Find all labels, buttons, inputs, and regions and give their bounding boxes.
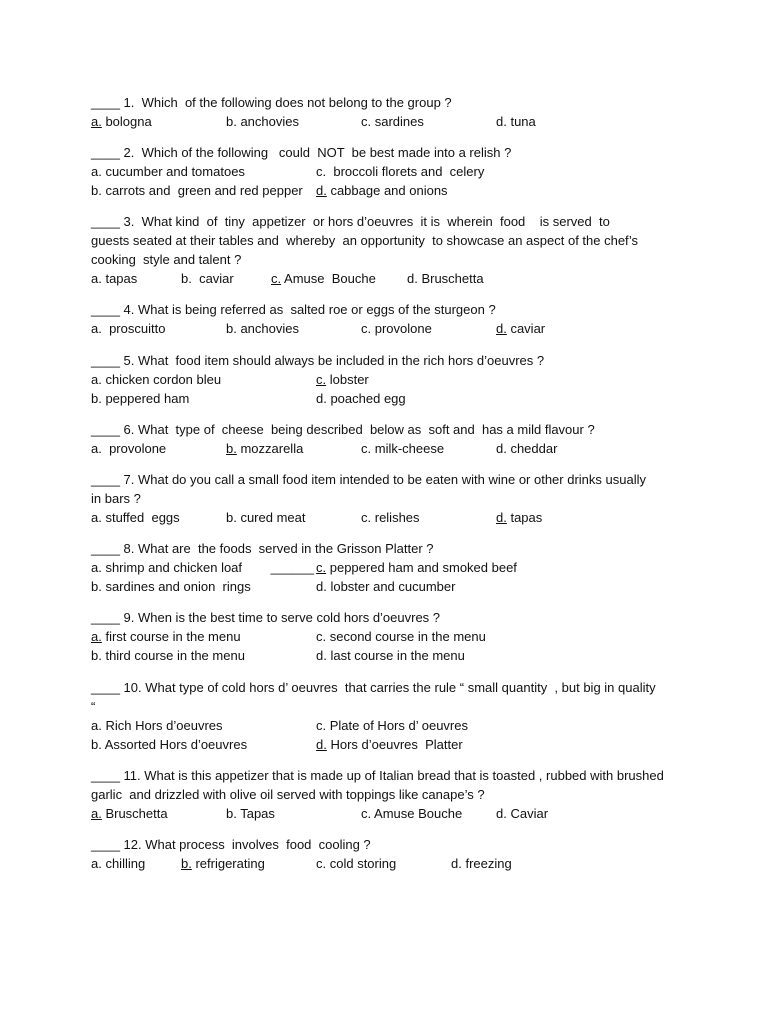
options-row [91, 181, 691, 200]
answer-option[interactable] [181, 854, 265, 873]
option-letter: d. [496, 441, 507, 456]
option-text: tapas [101, 271, 138, 286]
answer-option[interactable] [496, 439, 557, 458]
question-text: 12. What process involves food cooling ? [119, 837, 371, 852]
answer-blank[interactable]: ____ [91, 95, 120, 110]
option-text: cucumber and tomatoes [101, 164, 245, 179]
option-letter: b. [91, 391, 102, 406]
option-text: peppered ham and smoked beef [326, 560, 517, 575]
option-text: Rich Hors d’oeuvres [101, 718, 223, 733]
answer-option[interactable] [91, 319, 165, 338]
option-text: chicken cordon bleu [101, 372, 222, 387]
option-letter: d. [316, 737, 327, 752]
question-text: 3. What kind of tiny appetizer or hors d’oeuvres it is wherein food is served to guests seated at their tables and whereby an opportunity to showcase an aspect of the chef’s cooking style and talent ? [91, 214, 642, 267]
answer-option[interactable] [91, 627, 241, 646]
answer-option[interactable] [91, 269, 137, 288]
option-text: poached egg [326, 391, 406, 406]
options-row [91, 389, 691, 408]
question-block [91, 608, 691, 665]
option-text: peppered ham [101, 391, 190, 406]
answer-option[interactable] [91, 508, 180, 527]
question-stem [91, 351, 691, 370]
answer-option[interactable] [91, 162, 245, 181]
option-text: Assorted Hors d’oeuvres [101, 737, 248, 752]
options-row [91, 735, 691, 754]
answer-option[interactable] [226, 439, 303, 458]
option-text: caviar [506, 321, 546, 336]
answer-blank[interactable]: ____ [91, 541, 120, 556]
answer-blank[interactable]: ____ [91, 837, 120, 852]
question-stem [91, 766, 666, 804]
option-text: caviar [191, 271, 234, 286]
answer-option[interactable] [316, 735, 463, 754]
option-text: provolone [371, 321, 432, 336]
option-letter: b. [226, 806, 237, 821]
question-stem [91, 300, 691, 319]
answer-option[interactable] [91, 112, 152, 131]
option-text: refrigerating [191, 856, 265, 871]
option-letter: c. [361, 806, 372, 821]
question-text: 8. What are the foods served in the Grisson Platter ? [119, 541, 434, 556]
option-text: proscuitto [101, 321, 166, 336]
options-row [91, 716, 691, 735]
answer-option[interactable] [316, 370, 369, 389]
option-letter: d. [316, 391, 327, 406]
options-row [91, 804, 691, 823]
option-text: Caviar [506, 806, 549, 821]
options-row [91, 854, 691, 873]
option-text: shrimp and chicken loaf [101, 560, 243, 575]
question-block [91, 539, 691, 596]
option-text: last course in the menu [326, 648, 465, 663]
question-block [91, 420, 691, 458]
option-text: tuna [506, 114, 536, 129]
option-letter: c. [316, 164, 327, 179]
option-letter: a. [91, 321, 102, 336]
answer-option[interactable] [496, 319, 545, 338]
option-text: cold storing [326, 856, 397, 871]
answer-option[interactable] [361, 319, 432, 338]
question-stem [91, 470, 651, 508]
option-letter: d. [451, 856, 462, 871]
option-letter: c. [316, 560, 327, 575]
question-stem [91, 539, 691, 558]
option-letter: c. [316, 718, 327, 733]
option-text: relishes [371, 510, 420, 525]
option-letter: b. [181, 271, 192, 286]
question-stem [91, 420, 691, 439]
answer-option[interactable] [181, 269, 234, 288]
option-text: tapas [506, 510, 543, 525]
answer-option[interactable] [316, 181, 448, 200]
options-row [91, 558, 691, 577]
option-letter: c. [316, 372, 327, 387]
answer-option[interactable] [316, 854, 396, 873]
answer-option[interactable] [407, 269, 484, 288]
option-text: third course in the menu [101, 648, 245, 663]
answer-option[interactable] [91, 389, 189, 408]
option-letter: a. [91, 441, 102, 456]
option-letter: b. [91, 579, 102, 594]
option-letter: a. [91, 806, 102, 821]
answer-option[interactable] [91, 181, 303, 200]
option-text: Plate of Hors d’ oeuvres [326, 718, 468, 733]
answer-option[interactable] [91, 716, 223, 735]
answer-blank[interactable]: ____ [91, 422, 120, 437]
answer-blank[interactable]: ____ [91, 145, 120, 160]
option-letter: d. [496, 806, 507, 821]
option-text: lobster [326, 372, 369, 387]
options-row [91, 269, 691, 288]
answer-option[interactable] [496, 508, 542, 527]
answer-option[interactable] [361, 439, 444, 458]
option-text: anchovies [236, 321, 299, 336]
option-text: cheddar [506, 441, 558, 456]
question-block [91, 766, 691, 823]
answer-option[interactable] [91, 577, 251, 596]
options-row [91, 319, 691, 338]
option-letter: b. [181, 856, 192, 871]
answer-option[interactable] [316, 627, 486, 646]
option-letter: b. [226, 510, 237, 525]
answer-option[interactable] [226, 319, 299, 338]
option-letter: d. [496, 114, 507, 129]
answer-option[interactable] [316, 389, 406, 408]
option-letter: a. [91, 560, 102, 575]
answer-option[interactable] [361, 112, 424, 131]
option-text: mozzarella [236, 441, 304, 456]
question-stem [91, 93, 691, 112]
answer-option[interactable] [316, 577, 455, 596]
question-text: 6. What type of cheese being described below as soft and has a mild flavour ? [119, 422, 595, 437]
option-letter: d. [316, 579, 327, 594]
question-stem [91, 212, 651, 269]
question-stem [91, 143, 691, 162]
options-row [91, 162, 691, 181]
answer-option[interactable] [316, 162, 484, 181]
option-text: broccoli florets and celery [326, 164, 485, 179]
question-stem [91, 835, 691, 854]
option-text: Bruschetta [101, 806, 168, 821]
answer-option[interactable] [226, 112, 299, 131]
option-text: sardines and onion rings [101, 579, 251, 594]
question-text: 11. What is this appetizer that is made up of Italian bread that is toasted , rubbed with brushed garlic and drizzled with olive oil served with toppings like canape’s ? [91, 768, 668, 802]
option-text: cabbage and onions [326, 183, 448, 198]
answer-option[interactable] [361, 508, 420, 527]
answer-option[interactable] [91, 646, 245, 665]
question-block [91, 470, 691, 527]
option-letter: c. [361, 510, 372, 525]
option-letter: a. [91, 629, 102, 644]
answer-blank[interactable]: ____ [91, 680, 120, 695]
option-letter: c. [361, 114, 372, 129]
answer-option[interactable] [91, 439, 166, 458]
option-text: freezing [461, 856, 512, 871]
option-text: Hors d’oeuvres Platter [326, 737, 463, 752]
option-text: Amuse Bouche [371, 806, 463, 821]
option-letter: a. [91, 271, 102, 286]
answer-option[interactable] [226, 508, 306, 527]
option-letter: c. [361, 321, 372, 336]
leading-line: ______ [270, 560, 314, 575]
option-letter: c. [271, 271, 282, 286]
question-text: 4. What is being referred as salted roe or eggs of the sturgeon ? [119, 302, 496, 317]
option-text: Bruschetta [417, 271, 484, 286]
option-text: second course in the menu [326, 629, 486, 644]
option-letter: a. [91, 164, 102, 179]
answer-blank[interactable]: ____ [91, 768, 120, 783]
question-text: 5. What food item should always be included in the rich hors d’oeuvres ? [119, 353, 545, 368]
question-block [91, 351, 691, 408]
option-letter: b. [91, 183, 102, 198]
option-letter: d. [496, 510, 507, 525]
option-text: sardines [371, 114, 424, 129]
answer-option[interactable] [271, 269, 376, 288]
answer-option[interactable] [91, 804, 168, 823]
options-row [91, 577, 691, 596]
answer-option[interactable] [496, 804, 548, 823]
options-row [91, 627, 691, 646]
option-letter: b. [226, 321, 237, 336]
option-text: provolone [101, 441, 167, 456]
question-text: 7. What do you call a small food item intended to be eaten with wine or other drinks usually in bars ? [91, 472, 650, 506]
option-text: first course in the menu [101, 629, 241, 644]
option-letter: d. [496, 321, 507, 336]
option-text: Amuse Bouche [281, 271, 376, 286]
option-letter: a. [91, 718, 102, 733]
question-block [91, 143, 691, 200]
option-letter: b. [226, 114, 237, 129]
option-letter: c. [361, 441, 372, 456]
option-letter: a. [91, 510, 102, 525]
question-block [91, 835, 691, 873]
question-stem [91, 678, 660, 716]
option-text: lobster and cucumber [326, 579, 456, 594]
option-letter: d. [316, 183, 327, 198]
answer-option[interactable] [91, 735, 247, 754]
question-block [91, 93, 691, 131]
answer-blank[interactable]: ____ [91, 610, 120, 625]
options-row [91, 439, 691, 458]
answer-option[interactable] [451, 854, 512, 873]
question-text: 1. Which of the following does not belong to the group ? [119, 95, 452, 110]
option-text: stuffed eggs [101, 510, 180, 525]
question-text: 10. What type of cold hors d’ oeuvres that carries the rule “ small quantity , but big in quality “ [91, 680, 660, 714]
option-letter: d. [316, 648, 327, 663]
option-letter: a. [91, 856, 102, 871]
answer-option[interactable] [270, 558, 517, 577]
answer-blank[interactable]: ____ [91, 353, 120, 368]
question-block [91, 300, 691, 338]
answer-option[interactable] [91, 370, 221, 389]
option-text: carrots and green and red pepper [101, 183, 303, 198]
answer-option[interactable] [91, 854, 145, 873]
answer-option[interactable] [226, 804, 275, 823]
answer-option[interactable] [316, 646, 465, 665]
answer-option[interactable] [91, 558, 242, 577]
option-text: milk-cheese [371, 441, 445, 456]
option-text: Tapas [236, 806, 275, 821]
option-letter: a. [91, 372, 102, 387]
option-letter: c. [316, 629, 327, 644]
answer-blank[interactable]: ____ [91, 214, 120, 229]
options-row [91, 646, 691, 665]
question-stem [91, 608, 691, 627]
option-letter: a. [91, 114, 102, 129]
option-text: anchovies [236, 114, 299, 129]
option-letter: b. [226, 441, 237, 456]
question-block [91, 212, 691, 288]
options-row [91, 508, 691, 527]
options-row [91, 112, 691, 131]
option-text: cured meat [236, 510, 306, 525]
option-letter: c. [316, 856, 327, 871]
option-letter: b. [91, 737, 102, 752]
options-row [91, 370, 691, 389]
option-text: bologna [101, 114, 152, 129]
option-letter: d. [407, 271, 418, 286]
option-text: chilling [101, 856, 146, 871]
answer-option[interactable] [316, 716, 468, 735]
question-text: 9. When is the best time to serve cold hors d’oeuvres ? [119, 610, 441, 625]
answer-blank[interactable]: ____ [91, 472, 120, 487]
question-block [91, 678, 691, 754]
answer-option[interactable] [496, 112, 536, 131]
option-letter: b. [91, 648, 102, 663]
question-text: 2. Which of the following could NOT be best made into a relish ? [119, 145, 512, 160]
answer-blank[interactable]: ____ [91, 302, 120, 317]
answer-option[interactable] [361, 804, 462, 823]
